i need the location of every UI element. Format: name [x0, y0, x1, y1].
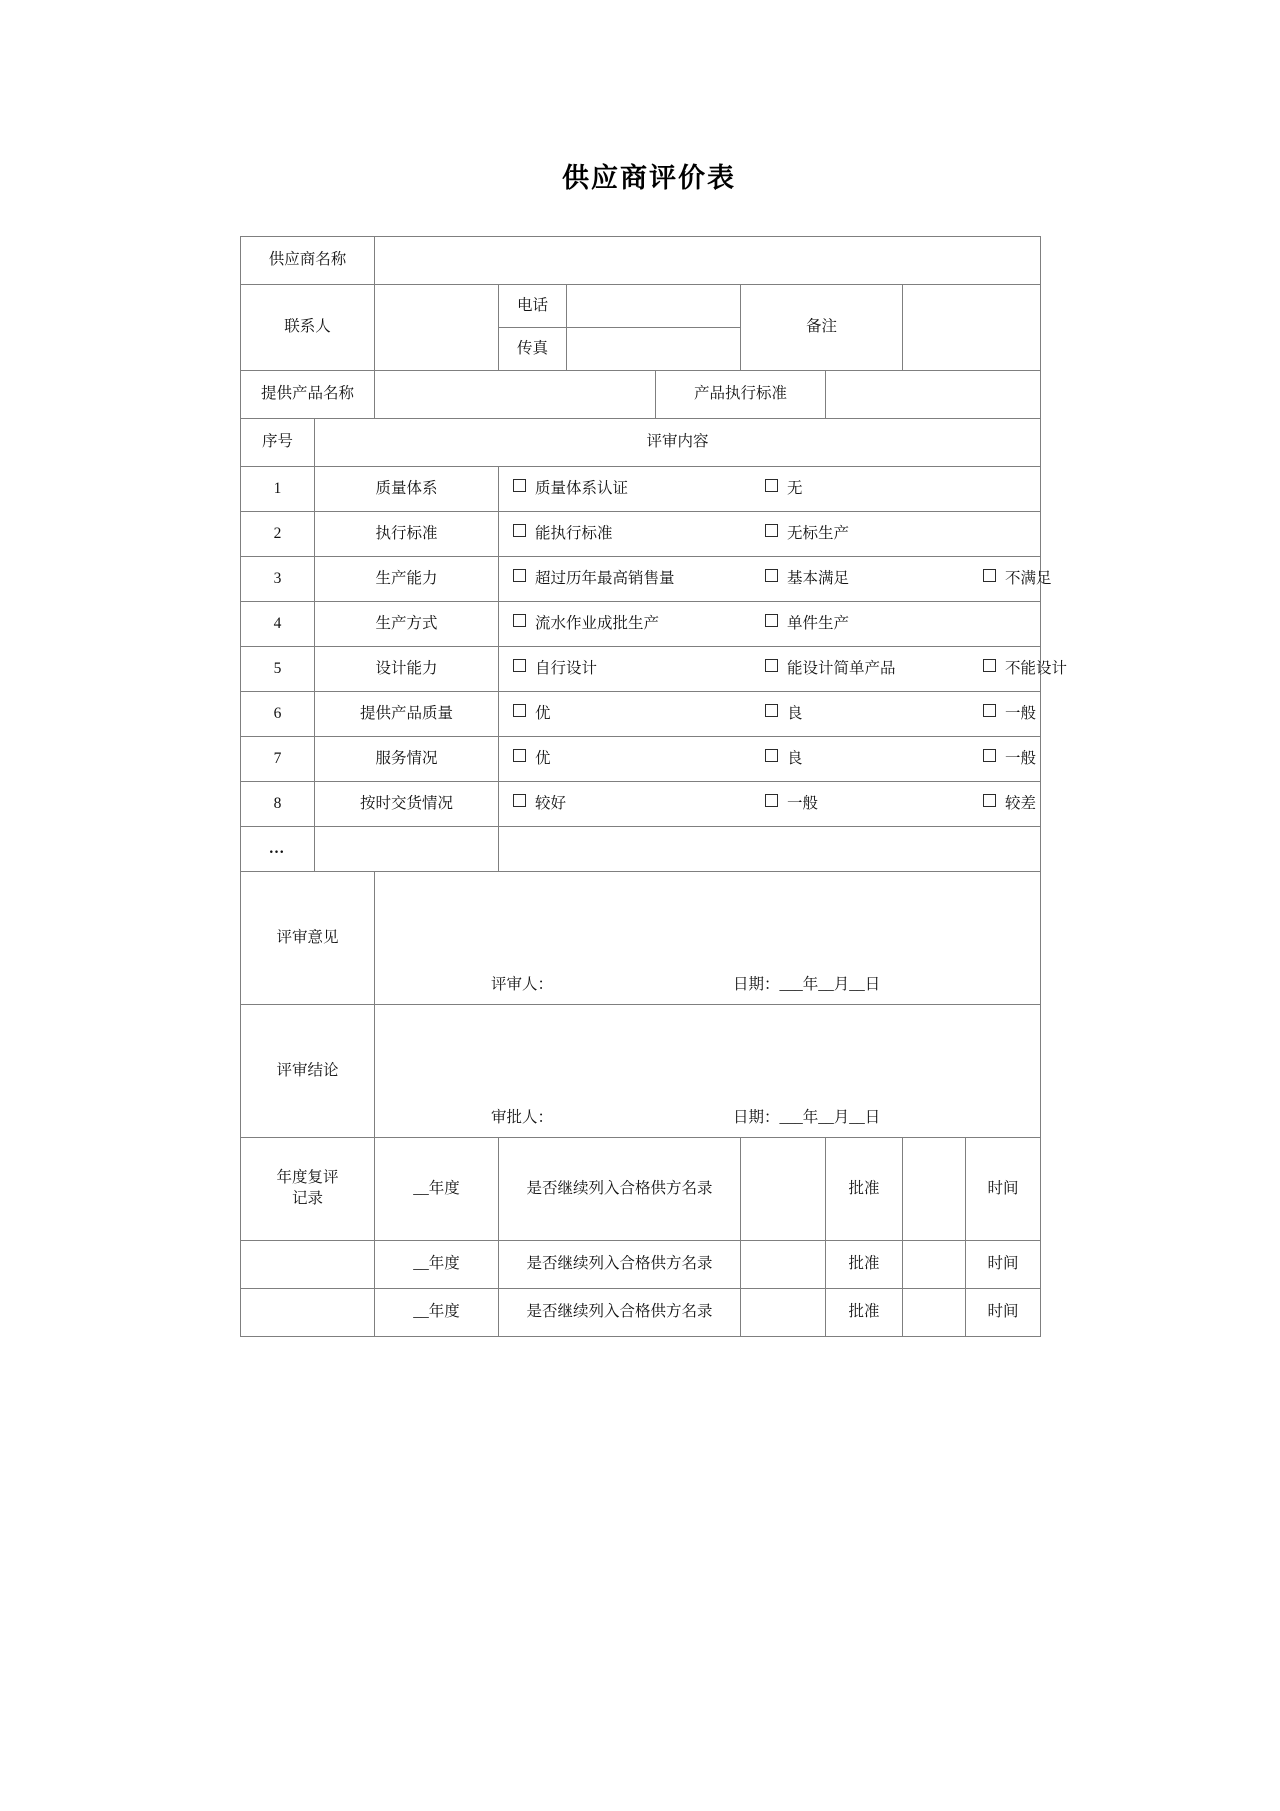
- product-standard-label: 产品执行标准: [656, 371, 826, 419]
- option-label: 良: [787, 704, 803, 722]
- phone-value[interactable]: [567, 285, 741, 328]
- table-row: [241, 782, 1041, 827]
- row-options: [499, 782, 1041, 827]
- option-label: 不能设计: [1005, 659, 1068, 677]
- reviewer-signature-label: 评审人：: [491, 976, 554, 994]
- contact-label: 联系人: [241, 285, 375, 371]
- supplier-name-label: 供应商名称: [241, 237, 375, 285]
- table-row: [241, 602, 1041, 647]
- row-no: 6: [241, 692, 315, 737]
- approver-signature-label: 审批人：: [491, 1109, 554, 1127]
- option-checkbox-1[interactable]: [513, 794, 765, 815]
- annual-review-approver[interactable]: [903, 1138, 966, 1241]
- phone-label: 电话: [499, 285, 567, 328]
- row-options: [499, 647, 1068, 692]
- option-label: 优: [535, 749, 551, 767]
- contact-value[interactable]: [375, 285, 499, 371]
- row-category: 按时交货情况: [315, 782, 499, 827]
- option-checkbox-2[interactable]: [765, 614, 983, 635]
- option-label: 优: [535, 704, 551, 722]
- option-checkbox-3[interactable]: [983, 569, 1052, 590]
- table-row-contact-phone: [241, 285, 1041, 328]
- row-no: …: [241, 827, 315, 872]
- fax-label: 传真: [499, 328, 567, 371]
- row-no: 5: [241, 647, 315, 692]
- product-standard-value[interactable]: [826, 371, 1041, 419]
- table-row: [241, 557, 1041, 602]
- checkbox-icon[interactable]: [765, 704, 778, 717]
- supplier-evaluation-table: [240, 236, 1068, 1337]
- row-options: [499, 467, 1041, 512]
- product-name-label: 提供产品名称: [241, 371, 375, 419]
- option-checkbox-2[interactable]: [765, 704, 983, 725]
- form-table-container: [240, 194, 1068, 1337]
- option-label: 一般: [787, 794, 819, 812]
- option-checkbox-3[interactable]: [983, 794, 1036, 815]
- review-no-header: 序号: [241, 419, 315, 467]
- checkbox-icon[interactable]: [513, 794, 526, 807]
- option-checkbox-3[interactable]: [983, 749, 1036, 770]
- option-checkbox-3[interactable]: [983, 704, 1036, 725]
- option-label: 超过历年最高销售量: [535, 569, 675, 587]
- option-label: 良: [787, 749, 803, 767]
- table-row-annual-review: [241, 1289, 1041, 1337]
- checkbox-icon[interactable]: [765, 524, 778, 537]
- row-no: 3: [241, 557, 315, 602]
- checkbox-icon[interactable]: [513, 569, 526, 582]
- row-category: 生产方式: [315, 602, 499, 647]
- page-title: 供应商评价表: [562, 163, 736, 193]
- annual-review-label-line1: 年度复评: [276, 1169, 339, 1187]
- option-label: 较差: [1005, 794, 1037, 812]
- option-checkbox-1[interactable]: [513, 524, 765, 545]
- option-checkbox-2[interactable]: [765, 749, 983, 770]
- table-row: [241, 647, 1041, 692]
- row-no: 4: [241, 602, 315, 647]
- annual-review-year[interactable]: __年度: [375, 1289, 499, 1337]
- review-content-header: 评审内容: [315, 419, 1041, 467]
- table-row-ellipsis: [241, 827, 1041, 872]
- option-label: 单件生产: [787, 614, 850, 632]
- option-label: 流水作业成批生产: [535, 614, 660, 632]
- option-checkbox-2[interactable]: [765, 524, 983, 545]
- option-label: 一般: [1005, 704, 1037, 722]
- review-conclusion-cell[interactable]: [375, 1005, 1041, 1138]
- checkbox-icon[interactable]: [765, 749, 778, 762]
- annual-review-question: 是否继续列入合格供方名录: [499, 1241, 741, 1289]
- option-label: 自行设计: [535, 659, 598, 677]
- annual-review-label: [241, 1138, 375, 1241]
- checkbox-icon[interactable]: [765, 479, 778, 492]
- annual-review-approver[interactable]: [903, 1241, 966, 1289]
- option-checkbox-3[interactable]: [983, 659, 1067, 680]
- annual-review-year[interactable]: __年度: [375, 1138, 499, 1241]
- fax-value[interactable]: [567, 328, 741, 371]
- checkbox-icon[interactable]: [983, 749, 996, 762]
- annual-review-year[interactable]: __年度: [375, 1241, 499, 1289]
- option-checkbox-2[interactable]: [765, 794, 983, 815]
- option-label: 质量体系认证: [535, 479, 629, 497]
- annual-review-answer[interactable]: [741, 1289, 826, 1337]
- table-row-review-header: [241, 419, 1041, 467]
- option-label: 无: [787, 479, 803, 497]
- product-name-value[interactable]: [375, 371, 656, 419]
- checkbox-icon[interactable]: [983, 794, 996, 807]
- checkbox-icon[interactable]: [765, 794, 778, 807]
- annual-review-answer[interactable]: [741, 1241, 826, 1289]
- annual-review-time-label: 时间: [966, 1289, 1041, 1337]
- annual-review-label-line2: 记录: [292, 1190, 324, 1208]
- option-checkbox-1[interactable]: [513, 614, 765, 635]
- table-row-review-opinion: [241, 872, 1041, 1005]
- row-category: 执行标准: [315, 512, 499, 557]
- row-category: 提供产品质量: [315, 692, 499, 737]
- checkbox-icon[interactable]: [983, 704, 996, 717]
- annual-review-approver[interactable]: [903, 1289, 966, 1337]
- row-no: 8: [241, 782, 315, 827]
- row-no: 1: [241, 467, 315, 512]
- option-label: 一般: [1005, 749, 1037, 767]
- row-options: [499, 692, 1041, 737]
- checkbox-icon[interactable]: [983, 659, 996, 672]
- supplier-name-value[interactable]: [375, 237, 1041, 285]
- annual-review-approve-label: 批准: [826, 1138, 903, 1241]
- row-category: [315, 827, 499, 872]
- option-label: 无标生产: [787, 524, 850, 542]
- table-row: [241, 467, 1041, 512]
- checkbox-icon[interactable]: [513, 659, 526, 672]
- row-options: [499, 602, 1041, 647]
- row-no: 2: [241, 512, 315, 557]
- option-checkbox-1[interactable]: [513, 704, 765, 725]
- annual-review-question: 是否继续列入合格供方名录: [499, 1289, 741, 1337]
- remark-label: 备注: [741, 285, 903, 371]
- annual-review-time-label: 时间: [966, 1241, 1041, 1289]
- option-checkbox-1[interactable]: [513, 479, 765, 500]
- approver-date-label: 日期：___年__月__日: [733, 1109, 881, 1127]
- table-row-annual-review: [241, 1241, 1041, 1289]
- annual-review-blank-label: [241, 1289, 375, 1337]
- row-category: 生产能力: [315, 557, 499, 602]
- annual-review-approve-label: 批准: [826, 1289, 903, 1337]
- row-options[interactable]: [499, 827, 1041, 872]
- option-label: 不满足: [1005, 569, 1052, 587]
- checkbox-icon[interactable]: [513, 749, 526, 762]
- annual-review-blank-label: [241, 1241, 375, 1289]
- option-label: 能执行标准: [535, 524, 613, 542]
- option-label: 能设计简单产品: [787, 659, 896, 677]
- option-checkbox-1[interactable]: [513, 749, 765, 770]
- reviewer-date-label: 日期：___年__月__日: [733, 976, 881, 994]
- table-row: [241, 692, 1041, 737]
- checkbox-icon[interactable]: [765, 659, 778, 672]
- option-checkbox-1[interactable]: [513, 659, 765, 680]
- remark-value[interactable]: [903, 285, 1041, 371]
- table-row-annual-review: [241, 1138, 1041, 1241]
- checkbox-icon[interactable]: [983, 569, 996, 582]
- checkbox-icon[interactable]: [513, 524, 526, 537]
- option-label: 较好: [535, 794, 567, 812]
- annual-review-approve-label: 批准: [826, 1241, 903, 1289]
- checkbox-icon[interactable]: [513, 479, 526, 492]
- row-category: 服务情况: [315, 737, 499, 782]
- row-options: [499, 737, 1041, 782]
- option-checkbox-2[interactable]: [765, 479, 983, 500]
- row-no: 7: [241, 737, 315, 782]
- table-row: [241, 737, 1041, 782]
- checkbox-icon[interactable]: [513, 614, 526, 627]
- row-options: [499, 557, 1052, 602]
- review-opinion-cell[interactable]: [375, 872, 1041, 1005]
- option-checkbox-1[interactable]: [513, 569, 765, 590]
- option-checkbox-2[interactable]: [765, 659, 983, 680]
- review-opinion-label: 评审意见: [241, 872, 375, 1005]
- checkbox-icon[interactable]: [765, 614, 778, 627]
- annual-review-time-label: 时间: [966, 1138, 1041, 1241]
- checkbox-icon[interactable]: [765, 569, 778, 582]
- checkbox-icon[interactable]: [513, 704, 526, 717]
- row-category: 设计能力: [315, 647, 499, 692]
- table-row-supplier-name: [241, 237, 1041, 285]
- row-options: [499, 512, 1041, 557]
- review-conclusion-label: 评审结论: [241, 1005, 375, 1138]
- row-category: 质量体系: [315, 467, 499, 512]
- option-checkbox-2[interactable]: [765, 569, 983, 590]
- annual-review-question: 是否继续列入合格供方名录: [499, 1138, 741, 1241]
- table-row-review-conclusion: [241, 1005, 1041, 1138]
- option-label: 基本满足: [787, 569, 850, 587]
- table-row-product: [241, 371, 1041, 419]
- annual-review-answer[interactable]: [741, 1138, 826, 1241]
- table-row: [241, 512, 1041, 557]
